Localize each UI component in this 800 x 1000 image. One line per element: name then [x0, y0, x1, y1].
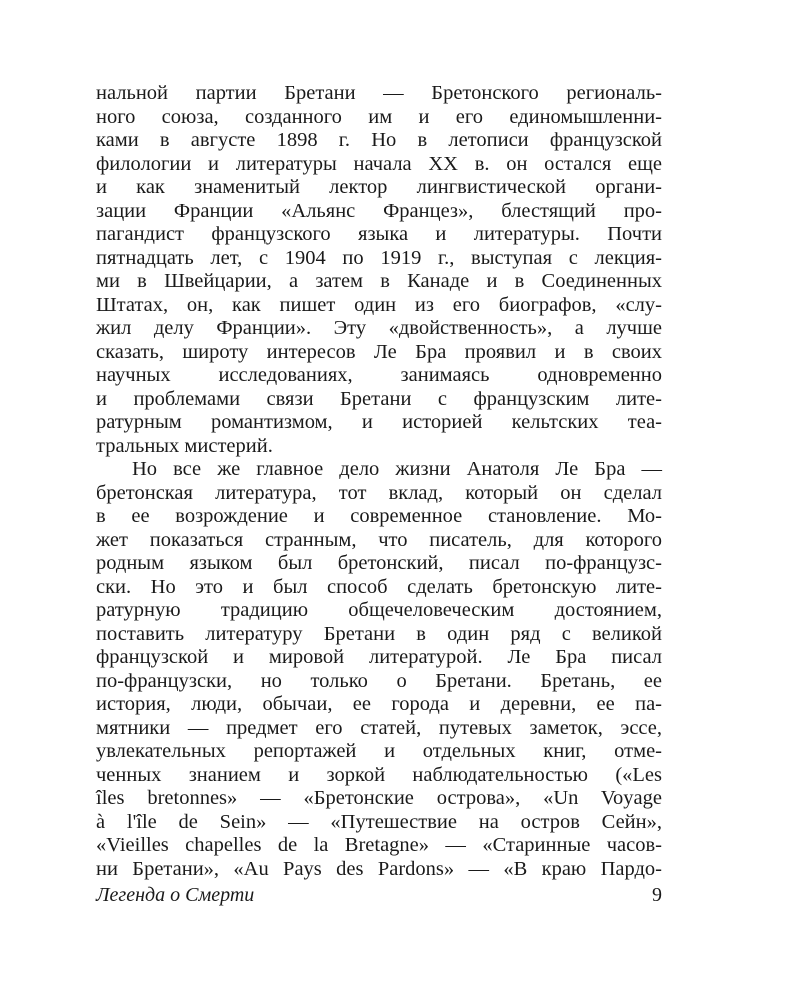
text-line: ми в Швейцарии, а затем в Канаде и в Соединенных: [96, 270, 662, 292]
text-line: ратурную традицию общечеловеческим достоянием,: [96, 599, 662, 621]
paragraph: [96, 458, 662, 881]
text-line: научных исследованиях, занимаясь одновременно: [96, 364, 662, 386]
running-title: Легенда о Смерти: [96, 884, 255, 906]
page-number: 9: [652, 884, 662, 906]
text-line: в ее возрождение и современное становление. Мо-: [96, 505, 662, 527]
text-line: жет показаться странным, что писатель, для которого: [96, 528, 662, 551]
text-line: французской и мировой литературой. Ле Бра писал: [96, 646, 662, 668]
text-line: поставить литературу Бретани в один ряд с великой: [96, 622, 662, 645]
text-line: ски. Но это и был способ сделать бретонскую лите-: [96, 575, 662, 598]
text-line: история, люди, обычаи, ее города и деревни, ее па-: [96, 693, 662, 715]
text-line: по-французски, но только о Бретани. Бретань, ее: [96, 669, 662, 692]
text-line: îles bretonnes» — «Бретонские острова», «Un Voyage: [96, 787, 662, 809]
text-line: à l'île de Sein» — «Путешествие на остров Сейн»,: [96, 810, 662, 833]
text-line: бретонская литература, тот вклад, который он сделал: [96, 481, 662, 504]
text-line: «Vieilles chapelles de la Bretagne» — «Старинные часов-: [96, 834, 662, 856]
text-line: зации Франции «Альянс Францез», блестящий про-: [96, 199, 662, 222]
body-text: [96, 82, 662, 881]
text-line: и как знаменитый лектор лингвистической органи-: [96, 176, 662, 198]
page-footer: [96, 884, 662, 914]
paragraph: [96, 82, 662, 458]
text-line: ками в августе 1898 г. Но в летописи французской: [96, 129, 662, 151]
text-line: мятники — предмет его статей, путевых заметок, эссе,: [96, 716, 662, 739]
text-line: пагандист французского языка и литературы. Почти: [96, 223, 662, 245]
text-line: филологии и литературы начала XX в. он остался еще: [96, 152, 662, 175]
text-line: увлекательных репортажей и отдельных книг, отме-: [96, 740, 662, 762]
text-line: родным языком был бретонский, писал по-французс-: [96, 552, 662, 574]
text-line: и проблемами связи Бретани с французским лите-: [96, 387, 662, 410]
text-line: ратурным романтизмом, и историей кельтских теа-: [96, 411, 662, 433]
text-line: ченных знанием и зоркой наблюдательностью («Les: [96, 763, 662, 786]
text-line: сказать, широту интересов Ле Бра проявил и в своих: [96, 340, 662, 363]
text-line: ни Бретани», «Au Pays des Pardons» — «В краю Пардо-: [96, 857, 662, 880]
text-line: Штатах, он, как пишет один из его биографов, «слу-: [96, 293, 662, 316]
text-line: ного союза, созданного им и его единомышленни-: [96, 105, 662, 128]
text-line: жил делу Франции». Эту «двойственность», а лучше: [96, 317, 662, 339]
text-line: нальной партии Бретани — Бретонского региональ-: [96, 82, 662, 104]
text-line: пятнадцать лет, с 1904 по 1919 г., выступая с лекция-: [96, 246, 662, 269]
text-line: тральных мистерий.: [96, 434, 273, 457]
text-line: Но все же главное дело жизни Анатоля Ле Бра —: [132, 458, 662, 480]
